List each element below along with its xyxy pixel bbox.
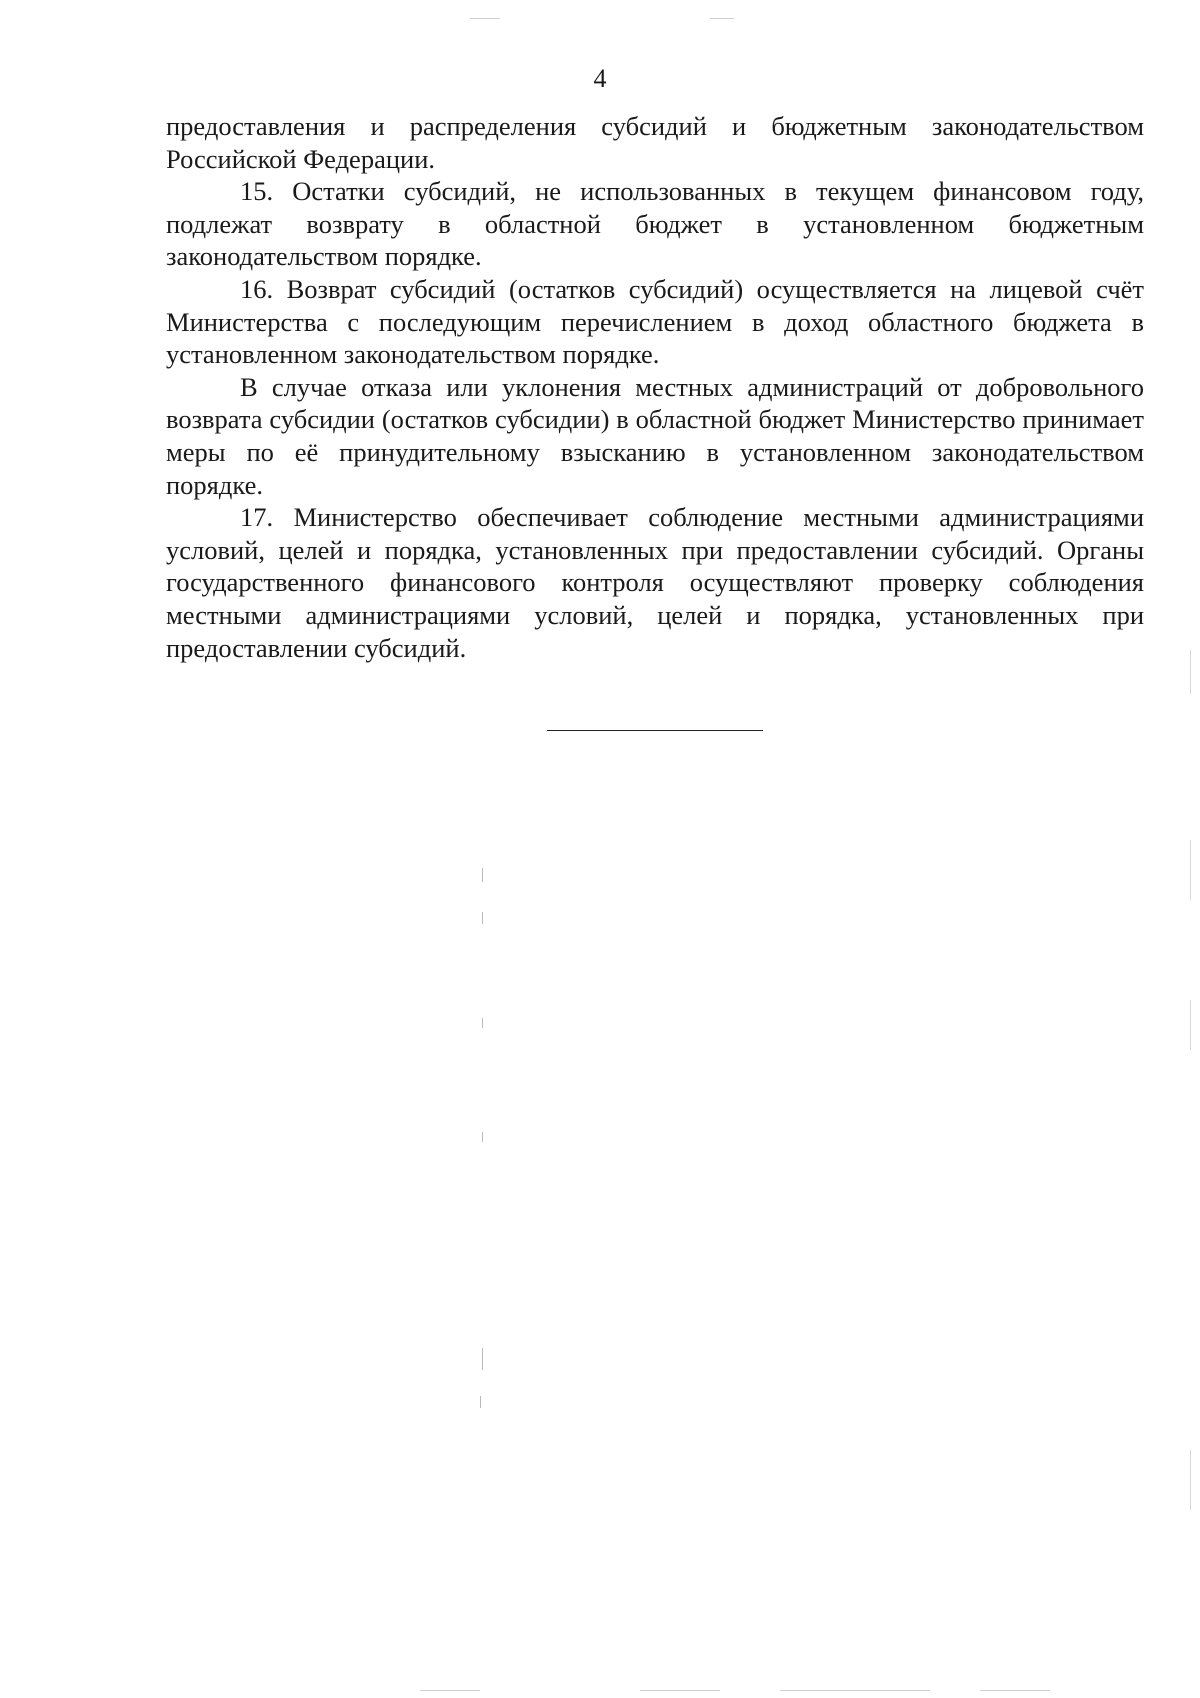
scan-edge-mark bbox=[420, 1690, 480, 1691]
document-body bbox=[166, 110, 1144, 664]
paragraph-17: 17. Министерство обеспечивает соблюдение местными администрациями условий, целей и порядка, установленных при предоставлении субсидий. Органы государственного финансового контроля осуществляют проверку соблюдения местными администрациями условий, целей и порядка, установленных при предоставлении субсидий. bbox=[166, 502, 1144, 663]
paragraph-16-refusal: В случае отказа или уклонения местных администраций от добровольного возврата субсидии (остатков субсидии) в областной бюджет Министерство принимает меры по её принудительному взысканию в установленном законодательством порядке. bbox=[166, 371, 1144, 500]
end-of-text-rule bbox=[547, 730, 763, 731]
scan-edge-mark bbox=[470, 18, 500, 19]
paragraph-16: 16. Возврат субсидий (остатков субсидий) осуществляется на лицевой счёт Министерства с последующим перечислением в доход областного бюджета в установленном законодательством порядке. bbox=[166, 273, 1144, 370]
scan-speck bbox=[482, 1132, 483, 1142]
scan-speck bbox=[482, 868, 483, 882]
scan-edge-mark bbox=[780, 1690, 930, 1691]
scan-speck bbox=[1190, 650, 1191, 694]
paragraph-continuation: предоставления и распределения субсидий и бюджетным законодательством Российской Федерации. bbox=[166, 111, 1144, 174]
scan-speck bbox=[482, 1348, 483, 1370]
scan-edge-mark bbox=[980, 1690, 1050, 1691]
scan-speck bbox=[1190, 1450, 1191, 1510]
scan-speck bbox=[482, 912, 483, 924]
paragraph-15: 15. Остатки субсидий, не использованных в текущем финансовом году, подлежат возврату в областной бюджет в установленном бюджетным законодательством порядке. bbox=[166, 176, 1144, 272]
scan-edge-mark bbox=[640, 1690, 720, 1691]
scan-speck bbox=[480, 1396, 481, 1408]
page-number: 4 bbox=[593, 64, 607, 93]
scan-speck bbox=[482, 1018, 483, 1028]
scan-speck bbox=[1190, 1000, 1191, 1050]
scan-speck bbox=[1190, 840, 1191, 900]
scan-edge-mark bbox=[710, 18, 734, 19]
